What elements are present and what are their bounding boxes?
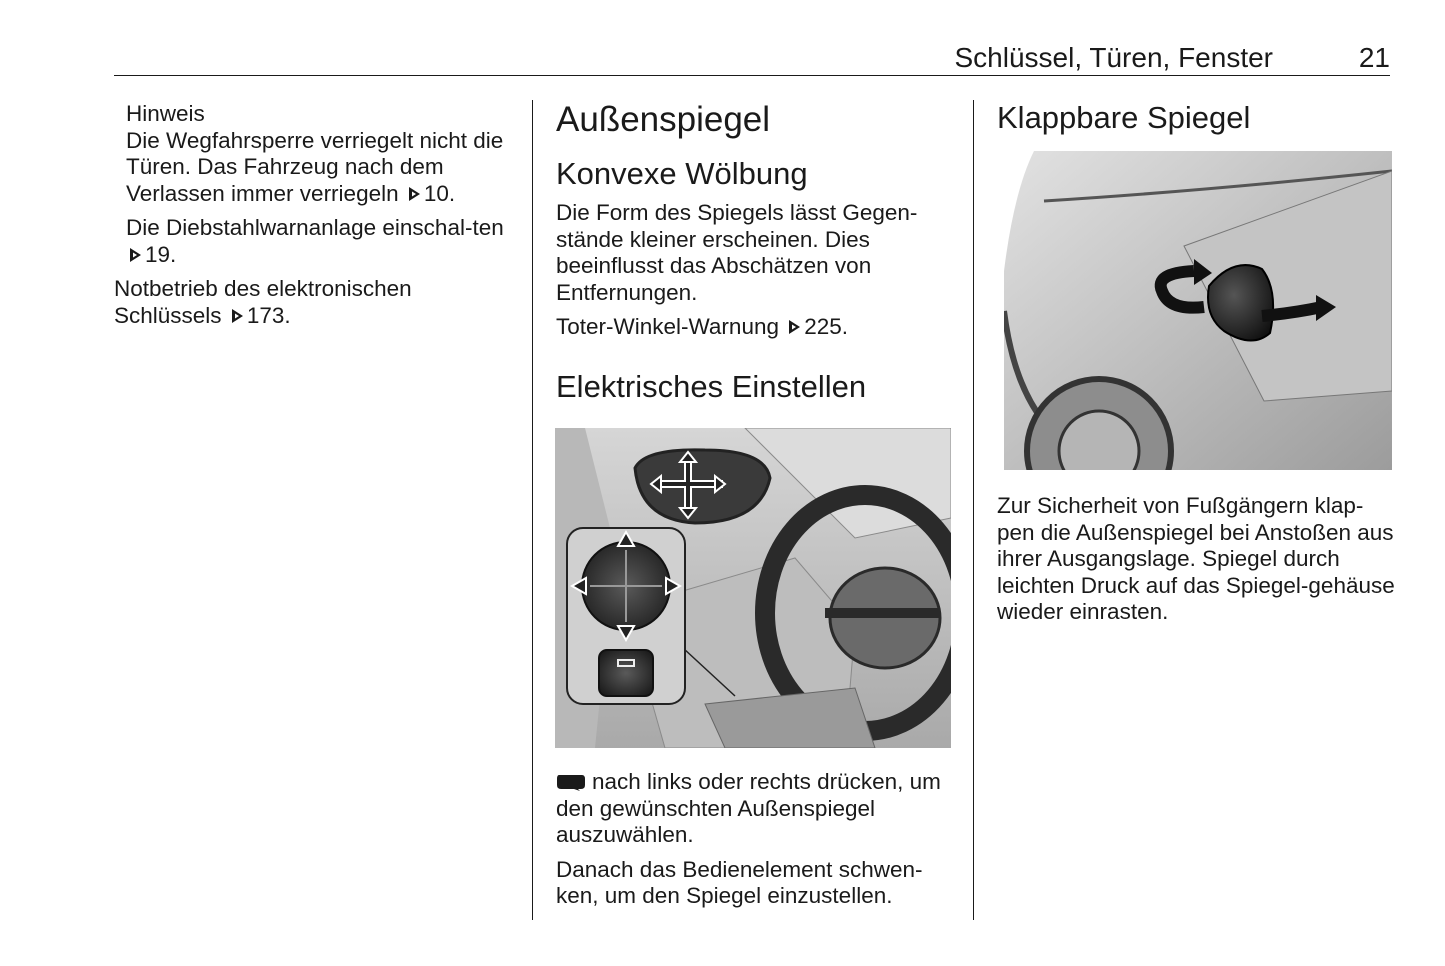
arrow-ref-icon — [230, 308, 245, 324]
folding-mirror-illustration — [1004, 151, 1392, 470]
middle-column — [556, 100, 954, 413]
arrow-ref-icon — [787, 319, 802, 335]
arrow-ref-icon — [128, 247, 143, 263]
right-column — [997, 100, 1393, 144]
body-paragraph: nach links oder rechts drücken, um den gewünschten Außenspiegel auszuwählen. — [556, 769, 941, 847]
subheading-convex: Konvexe Wölbung — [556, 156, 808, 191]
section-title: Schlüssel, Türen, Fenster — [954, 42, 1273, 73]
right-column-lower — [997, 493, 1397, 634]
body-paragraph: Zur Sicherheit von Fußgängern klap-pen die Außenspiegel bei Anstoßen aus ihrer Ausgangslage. Spiegel durch leichten Druck auf das Spiegel-gehäuse wieder einrasten. — [997, 493, 1395, 624]
mirror-control-illustration — [555, 428, 951, 748]
body-paragraph: Toter-Winkel-Warnung 225. — [556, 314, 849, 339]
body-paragraph: Notbetrieb des elektronischen Schlüssels 173. — [114, 276, 412, 328]
note-paragraph: Die Diebstahlwarnanlage einschal-ten 19. — [126, 215, 504, 267]
car-exterior-drawing — [1004, 151, 1392, 470]
middle-column-lower — [556, 769, 954, 918]
left-column — [114, 101, 514, 337]
header-rule — [114, 75, 1390, 76]
car-interior-drawing — [555, 428, 951, 748]
page-reference: 10. — [423, 180, 456, 206]
page-number: 21 — [1358, 42, 1390, 73]
body-paragraph: Danach das Bedienelement schwen-ken, um den Spiegel einzustellen. — [556, 856, 923, 908]
mirror-selector-icon — [556, 773, 586, 791]
arrow-ref-icon — [407, 186, 422, 202]
page-reference: 225. — [804, 314, 849, 339]
page-reference: 19. — [145, 241, 177, 267]
section-heading: Außenspiegel — [556, 100, 771, 139]
column-divider-left — [532, 100, 533, 920]
section-heading-folding: Klappbare Spiegel — [997, 100, 1251, 135]
note-box — [114, 101, 514, 268]
body-paragraph: Die Form des Spiegels lässt Gegen-stände kleiner erscheinen. Dies beeinflusst das Abschätzen von Entfernungen. — [556, 200, 918, 305]
column-divider-right — [973, 100, 974, 920]
subheading-electric: Elektrisches Einstellen — [556, 368, 867, 404]
note-title: Hinweis — [126, 101, 205, 126]
page-reference: 173. — [246, 302, 291, 328]
note-paragraph: Die Wegfahrsperre verriegelt nicht die Türen. Das Fahrzeug nach dem Verlassen immer verriegeln 10. — [126, 127, 504, 206]
